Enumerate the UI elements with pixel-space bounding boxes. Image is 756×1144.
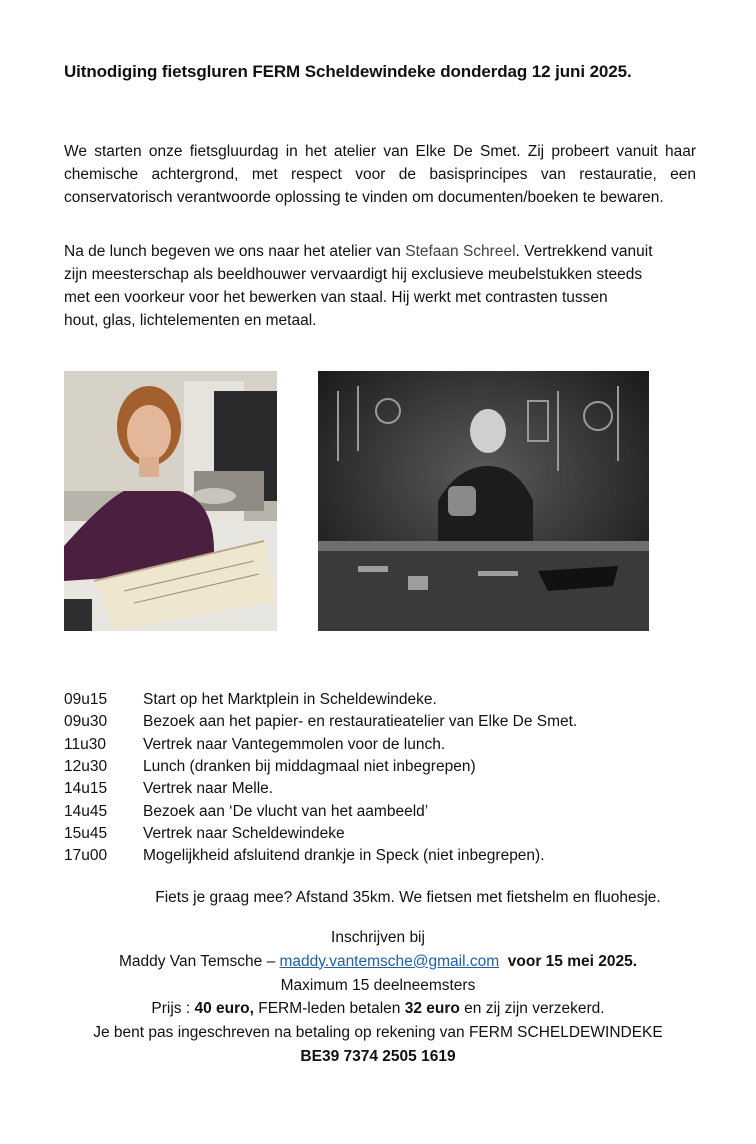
- schedule-time: 12u30: [64, 758, 108, 776]
- schedule-text: Vertrek naar Scheldewindeke: [143, 824, 345, 842]
- iban: [0, 1045, 756, 1069]
- schedule-row: [64, 778, 577, 800]
- schedule-text: Bezoek aan ‘De vlucht van het aambeeld’: [143, 802, 429, 820]
- bike-note: Fiets je graag mee? Afstand 35km. We fietsen met fietshelm en fluohesje.: [155, 889, 661, 906]
- payment-note: Je bent pas ingeschreven na betaling op rekening van FERM SCHELDEWINDEKE: [93, 1024, 663, 1042]
- artist-name: Stefaan Schreel: [405, 243, 516, 260]
- schedule-row: [64, 823, 577, 845]
- schedule-time: 17u00: [64, 847, 108, 865]
- contact-name: Maddy Van Temsche –: [118, 952, 280, 970]
- photo-elke-de-smet: [64, 371, 277, 631]
- schedule-time: 14u15: [64, 780, 108, 798]
- price-label: Prijs :: [151, 1000, 195, 1018]
- deadline: voor 15 mei 2025.: [507, 952, 638, 970]
- schedule-time: 09u30: [64, 713, 108, 731]
- photo-stefaan-schreel: [318, 371, 649, 631]
- paragraph-text: hout, glas, lichtelementen en metaal.: [64, 312, 317, 329]
- paragraph-text: zijn meesterschap als beeldhouwer vervaardigt hij exclusieve meubelstukken steeds: [64, 266, 643, 283]
- schedule-row: [64, 734, 577, 756]
- schedule-text: Vertrek naar Melle.: [143, 780, 274, 798]
- schedule-time: 15u45: [64, 824, 108, 842]
- price-line: [0, 997, 756, 1021]
- intro-paragraph: We starten onze fietsgluurdag in het atelier van Elke De Smet. Zij probeert vanuit haar chemische achtergrond, met respect voor de basisprincipes van restauratie, een conservatorisch verantwoorde oplossing te vinden om documenten/boeken te bewaren.: [64, 143, 696, 206]
- schedule-text: Mogelijkheid afsluitend drankje in Speck (niet inbegrepen).: [143, 847, 545, 865]
- email-link[interactable]: maddy.vantemsche@gmail.com: [279, 952, 500, 970]
- schedule-row: [64, 800, 577, 822]
- second-paragraph: [64, 240, 696, 332]
- registration-contact: [0, 950, 756, 974]
- schedule-text: Vertrek naar Vantegemmolen voor de lunch.: [143, 735, 446, 753]
- paragraph-text: met een voorkeur voor het bewerken van staal. Hij werkt met contrasten tussen: [64, 289, 608, 306]
- member-price: 32 euro: [404, 1000, 460, 1018]
- schedule-time: 11u30: [64, 735, 106, 753]
- schedule-time: 14u45: [64, 802, 108, 820]
- schedule-time: 09u15: [64, 691, 108, 709]
- iban-number: BE39 7374 2505 1619: [300, 1047, 456, 1065]
- schedule-row: [64, 845, 577, 867]
- schedule-row: [64, 711, 577, 733]
- schedule-row: [64, 689, 577, 711]
- insured-text: en zij zijn verzekerd.: [459, 1000, 605, 1018]
- member-text: FERM-leden betalen: [253, 1000, 405, 1018]
- document-title: Uitnodiging fietsgluren FERM Scheldewindeke donderdag 12 juni 2025.: [64, 62, 632, 81]
- registration-block: [0, 926, 756, 1069]
- registration-heading: Inschrijven bij: [331, 929, 425, 946]
- schedule-row: [64, 756, 577, 778]
- schedule-text: Lunch (dranken bij middagmaal niet inbegrepen): [143, 758, 476, 776]
- max-participants: Maximum 15 deelneemsters: [280, 976, 476, 994]
- paragraph-text: . Vertrekkend vanuit: [515, 243, 653, 260]
- schedule-text: Start op het Marktplein in Scheldewindeke.: [143, 691, 437, 709]
- schedule-text: Bezoek aan het papier- en restauratieatelier van Elke De Smet.: [143, 713, 578, 731]
- schedule-list: [64, 689, 577, 867]
- price-value: 40 euro,: [194, 1000, 254, 1018]
- paragraph-text: Na de lunch begeven we ons naar het atelier van: [64, 243, 406, 260]
